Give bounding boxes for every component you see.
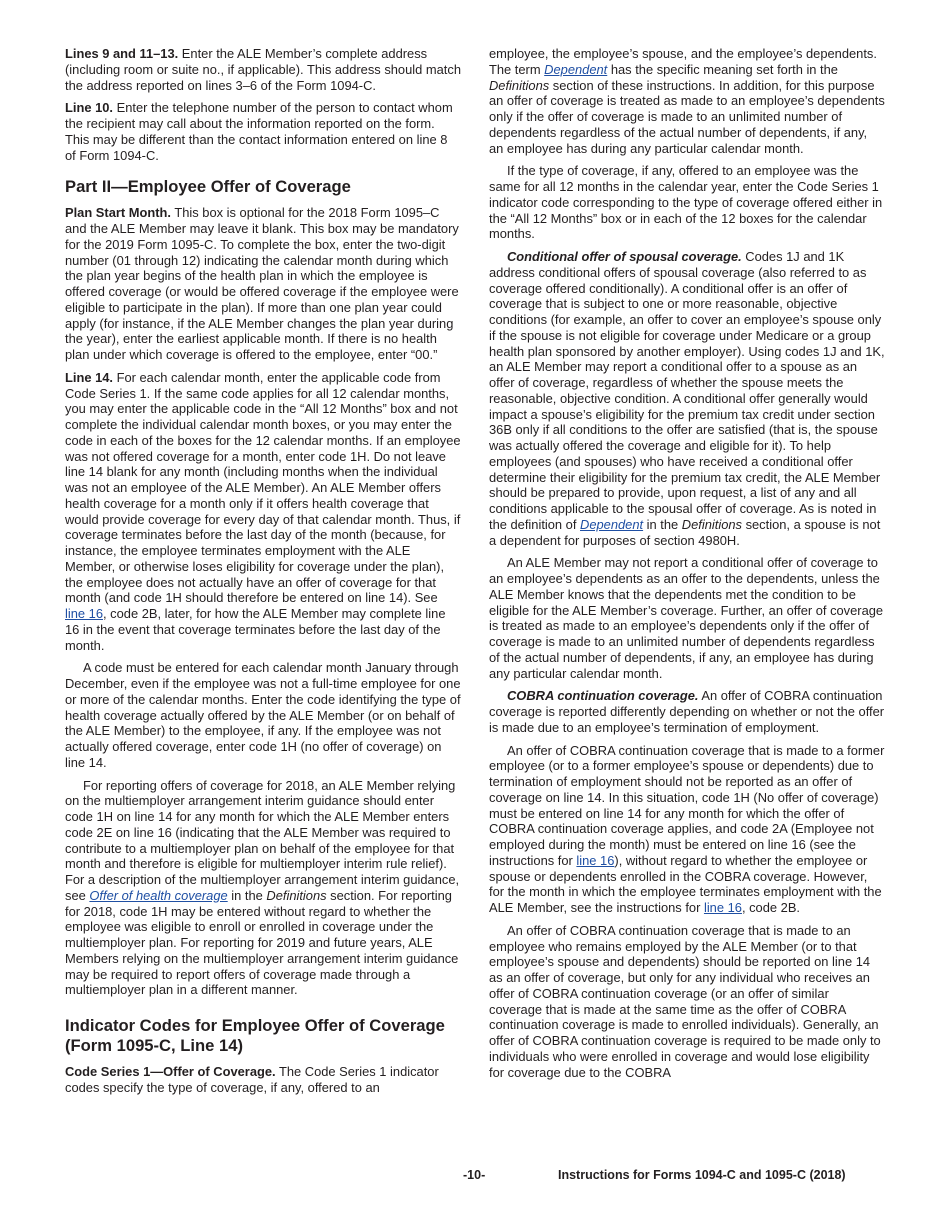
cobra-employed-paragraph: An offer of COBRA continuation coverage that is made to an employee who remains employed by the ALE Member (or to that employee’s spouse and dependents) should be reported on line 14 as an offer of coverage, but only for any individual who receives an offer of COBRA continuation coverage (or an offer of similar coverage that is made at the same time as the offer of COBRA continuation coverage is made to enrolled individuals). Generally, an offer of COBRA continuation coverage is required to be made only to individuals who were enrolled in coverage and would lose eligibility for coverage due to the COBRA [489, 922, 881, 1080]
page-number: -10- [463, 1168, 486, 1182]
lines-9-13-paragraph: Lines 9 and 11–13. Enter the ALE Member’s complete address (including room or suite no., if applicable). This address should match the address reported on lines 3–6 of the Form 1094-C. [65, 46, 461, 93]
code-series-1-paragraph: Code Series 1—Offer of Coverage. The Code Series 1 indicator codes specify the type of coverage, if any, offered to an [65, 1064, 439, 1095]
offer-of-health-coverage-link[interactable]: Offer of health coverage [89, 887, 228, 903]
indicator-codes-heading: Indicator Codes for Employee Offer of Coverage (Form 1095-C, Line 14) [65, 1016, 445, 1055]
footer-title: Instructions for Forms 1094-C and 1095-C (2018) [558, 1168, 846, 1182]
code-each-month-paragraph: A code must be entered for each calendar month January through December, even if the employee was not a full-time employee for one or more of the calendar months. Enter the code identifying the type of health coverage actually offered by the ALE Member (or on behalf of the ALE Member) to the employee, if any. If the employee was not actually offered coverage, enter code 1H (no offer of coverage) on line 14. [65, 660, 461, 770]
cobra-former-employee-paragraph: An offer of COBRA continuation coverage that is made to a former employee (or to a former employee’s spouse or dependents) due to termination of employment should not be reported as an offer of coverage on line 14. In this situation, code 1H (No offer of coverage) must be entered on line 14 for any month for which the offer of COBRA continuation coverage applies, and code 2A (Employee not employed during the month) must be entered on line 16 (see the instructions for line 16), without regard to whether the employee or spouse or dependents enrolled in the COBRA coverage. However, for the month in which the employee terminates employment with the ALE Member, see the instructions for line 16, code 2B. [489, 742, 885, 915]
may-not-report-paragraph: An ALE Member may not report a conditional offer of coverage to an employee’s dependents as an offer to the dependents, unless the ALE Member knows that the dependents met the condition to be eligible for the ALE Member’s coverage. Further, an offer of coverage is treated as made to an employee’s dependents only if the offer of coverage is made to an unlimited number of dependents regardless of the actual number of dependents, if any, an employee has during any particular calendar month. [489, 555, 884, 681]
plan-start-month-heading: Plan Start Month. [65, 205, 171, 221]
lines-9-13-heading: Lines 9 and 11–13. [65, 46, 179, 61]
line-16-link-2[interactable]: line 16 [576, 852, 615, 868]
conditional-offer-paragraph: Conditional offer of spousal coverage. Codes 1J and 1K address conditional offers of spousal coverage (also referred to as coverage offered conditionally). A conditional offer is an offer of coverage that is subject to one or more reasonable, objective conditions (for example, an offer to cover an employee’s spouse only if the spouse is not eligible for coverage under Medicare or a group health plan sponsored by another employer). Using codes 1J and 1K, an ALE Member may report a conditional offer to a spouse as an offer of coverage, regardless of whether the spouse meets the reasonable, objective condition. A conditional offer generally would impact a spouse’s eligibility for the premium tax credit under section 36B only if all conditions to the offer are satisfied (that is, the spouse was actually offered the coverage and eligible for it). To help employees (and spouses) who have received a conditional offer determine their eligibility for the premium tax credit, the ALE Member should be prepared to provide, upon request, a list of any and all conditions applicable to the spousal offer of coverage. As is noted in the definition of Dependent in the Definitions section, a spouse is not a dependent for purposes of section 4980H. [489, 249, 885, 548]
code-series-1-heading: Code Series 1—Offer of Coverage. [65, 1064, 276, 1079]
cobra-heading: COBRA continuation coverage. [507, 688, 699, 704]
dependent-link[interactable]: Dependent [544, 61, 608, 77]
line-16-link[interactable]: line 16 [65, 606, 103, 621]
same-12-months-paragraph: If the type of coverage, if any, offered to an employee was the same for all 12 months in the calendar year, enter the Code Series 1 indicator code corresponding to the type of coverage offered either in the “All 12 Months” box or in each of the 12 boxes for the calendar months. [489, 163, 883, 242]
part-2-heading: Part II—Employee Offer of Coverage [65, 177, 351, 197]
line-14-heading: Line 14. [65, 369, 114, 385]
continued-paragraph: employee, the employee’s spouse, and the employee’s dependents. The term Dependent has the specific meaning set forth in the Definitions section of these instructions. In addition, for this purpose an offer of coverage is treated as made to an employee’s dependents only if the offer of coverage is made to an unlimited number of dependents regardless of the actual number of dependents, if any, an employee has during any particular calendar month. [489, 46, 885, 156]
line-10-heading: Line 10. [65, 100, 114, 116]
multiemployer-paragraph: For reporting offers of coverage for 2018, an ALE Member relying on the multiemployer arrangement interim guidance should enter code 1H on line 14 for any month for which the ALE Member enters code 2E on line 16 (indicating that the ALE Member was required to contribute to a multiemployer plan on behalf of the employee for that month and therefore is eligible for multiemployer interim rule relief). For a description of the multiemployer arrangement interim guidance, see Offer of health coverage in the Definitions section. For reporting for 2018, code 1H may be entered without regard to whether the employee was eligible to enroll or enrolled in coverage under the multiemployer plan. For reporting for 2019 and future years, ALE Members relying on the multiemployer arrangement interim guidance may be required to report offers of coverage made through a multiemployer plan in a different manner. [65, 777, 460, 998]
right-column [489, 46, 885, 1080]
conditional-offer-heading: Conditional offer of spousal coverage. [507, 249, 742, 264]
cobra-paragraph: COBRA continuation coverage. An offer of COBRA continuation coverage is reported differently depending on whether or not the offer is made due to an employee’s termination of employment. [489, 688, 885, 735]
dependent-link-2[interactable]: Dependent [580, 516, 644, 532]
line-16-link-3[interactable]: line 16 [703, 900, 742, 915]
line-14-paragraph: Line 14. For each calendar month, enter the applicable code from Code Series 1. If the same code applies for all 12 calendar months, you may enter the applicable code in the “All 12 Months” box and not complete the individual calendar month boxes, or you may enter the code in each of the boxes for the 12 calendar months. If an employee was not offered coverage for a month, enter code 1H. Do not leave line 14 blank for any month (including months when the individual was not an employee of the ALE Member). An ALE Member offers health coverage for a month only if it offers health coverage that would provide coverage for every day of that calendar month. Thus, if coverage terminates before the last day of the month (because, for instance, the employee terminates employment with the ALE Member, or otherwise loses eligibility for coverage under the plan), the employee does not actually have an offer of coverage for that month (and code 1H should therefore be entered on line 14). See line 16, code 2B, later, for how the ALE Member may complete line 16 in the event that coverage terminates before the last day of the month. [65, 369, 461, 653]
plan-start-month-paragraph: Plan Start Month. This box is optional for the 2018 Form 1095–C and the ALE Member may leave it blank. This box may be mandatory for the 2019 Form 1095-C. To complete the box, enter the two-digit number (01 through 12) indicating the calendar month during which the plan year begins of the health plan in which the employee is offered coverage (or would be offered coverage if the employee were eligible to participate in the plan). If more than one plan year could apply (for instance, if the ALE Member changes the plan year during the year), enter the earliest applicable month. If there is no health plan under which coverage is offered to the employee, enter “00.” [65, 205, 459, 362]
line-10-paragraph: Line 10. Enter the telephone number of the person to contact whom the recipient may call about the information reported on the form. This may be different than the contact information entered on line 8 of Form 1094-C. [65, 100, 453, 163]
left-column [65, 46, 461, 1096]
